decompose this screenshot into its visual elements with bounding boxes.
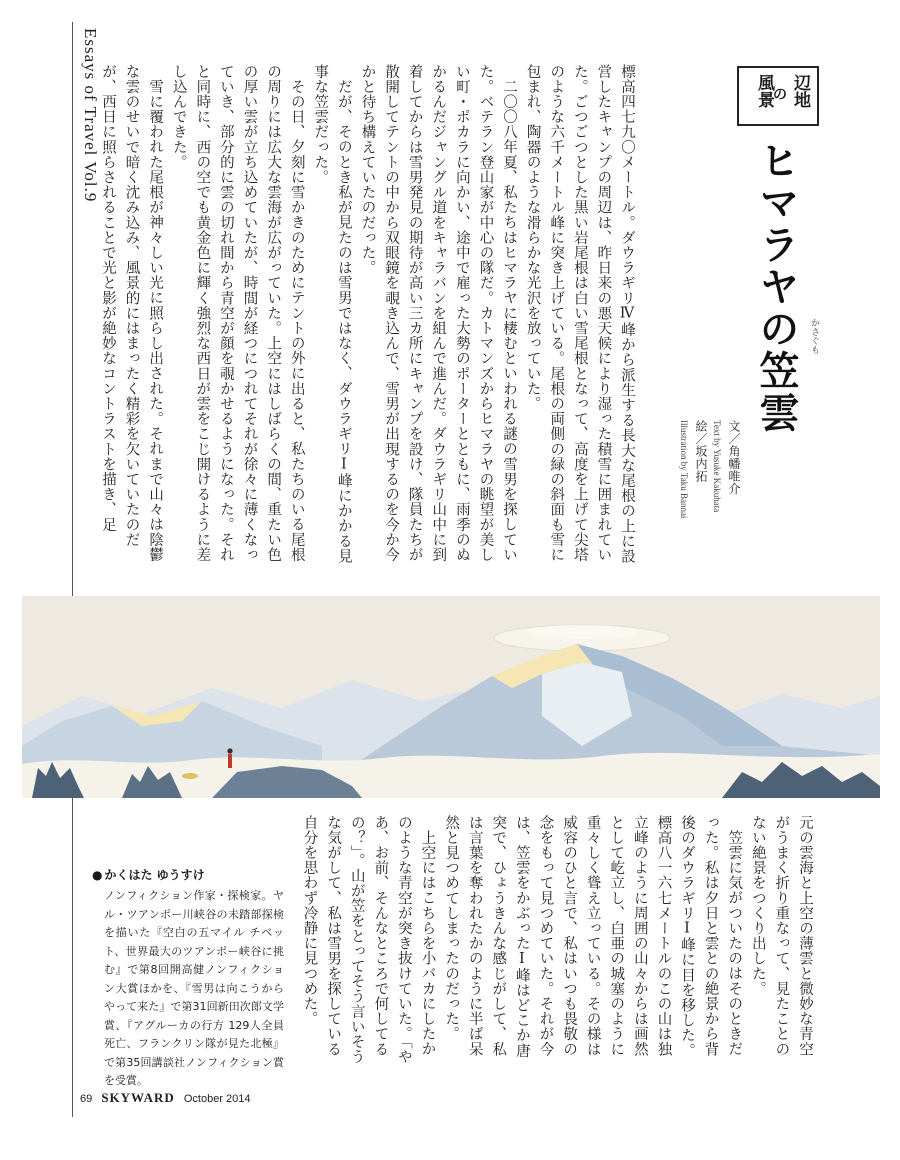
body-paragraph: 笠雲に気がついたのはそのときだった。私は夕日と雲との絶景から背後のダウラギリⅠ峰に目を移した。標高八一六七メートルのこの山は独立峰のように周囲の山々からは画然として屹立し、白亜の城塞のように重々しく聳え立っている。その様は威容のひと言で、私はいつも畏敬の念をもって見つめていた。それが今は、笠雲をかぶったⅠ峰はどこか唐突で、ひょうきんな感じがして、私は言葉を奪われたかのように半ば呆然と見つめてしまったのだった。 (443, 815, 743, 1059)
himalaya-illustration (22, 596, 880, 798)
credit-text-en: Text by Yusuke Kakuhata (712, 420, 722, 513)
body-paragraph: 雪に覆われた尾根が神々しい光に照らし出された。それまで山々は陰鬱な雲のせいで暗く沈み込み、風景的にはまったく精彩を欠いていたのだが、西日に照らされることで光と影が絶妙なコントラストを描き、足 (99, 64, 164, 562)
body-paragraph: 標高四七九〇メートル。ダウラギリⅣ峰から派生する長大な尾根の上に設営したキャンプの周辺は、昨日来の悪天候により湿った積雪に囲まれていた。ごつごつとした黒い岩尾根は白い雪尾根となって、高度を上げて尖塔のような六千メートル峰に突き上げている。尾根の両側の緑の斜面も雪に包まれ、陶器のような滑らかな光沢を放っていた。 (524, 64, 635, 564)
body-paragraph: だが、そのとき私が見たのは雪男ではなく、ダウラギリⅠ峰にかかる見事な笠雲だった。 (312, 64, 352, 564)
cap-cloud-top (527, 625, 637, 639)
title-ruby: かさぐも (809, 318, 819, 354)
series-badge-line2: 辺地 (790, 74, 810, 108)
article-title: ヒマラヤの笠雲 (753, 140, 800, 434)
issue-date: October 2014 (183, 1093, 251, 1105)
tent (182, 773, 198, 779)
margin-rule (72, 22, 73, 1117)
running-head: Essays of Travel Vol.9 (81, 28, 100, 203)
series-badge (737, 66, 819, 126)
magazine-name: SKYWARD (101, 1090, 175, 1105)
body-text-lower (301, 815, 816, 1070)
credit-text: 文／角幡唯介 (727, 420, 741, 495)
body-paragraph: 上空にはこちらを小バカにしたかのような青空が突き抜けていた。「やあ、お前、そんなところで何してるの？」。山が笠をとってそう言いそうな気がして、私は雪男を探している自分を思わず冷静に見つめた。 (301, 815, 436, 1065)
author-bio: ノンフィクション作家・探検家。ヤル・ツアンポー川峡谷の未踏部探検を描いた『空白の五マイル チベット、世界最大のツアンポー峡谷に挑む』で第8回開高健ノンフィクション大賞ほかを、『雪男は向こうからやって来た』で第31回新田次郎文学賞、『アグルーカの行方 129人全員死亡、フランクリン隊が見た北極』で第35回講談社ノンフィクション賞を受賞。 (104, 889, 284, 1087)
body-text-upper (99, 64, 638, 570)
body-paragraph: 二〇〇八年夏、私たちはヒマラヤに棲むといわれる謎の雪男を探していた。ベテラン登山家が中心の隊だ。カトマンズからヒマラヤの眺望が美しい町・ポカラに向かい、途中で雇った大勢のポーターとともに、雨季のぬかるんだジャングル道をキャラバンを組んで進んだ。ダウラギリ山中に到着してからは雪男発見の期待が高い三カ所にキャンプを設け、隊員たちが散開してテントの中から双眼鏡を覗き込んで、雪男が出現するのを今か今かと待ち構えていたのだった。 (359, 64, 518, 563)
credit-illustration-en: Illustration by Taku Bannai (679, 420, 689, 519)
climber-figure (228, 754, 232, 768)
page-footer (80, 1090, 251, 1106)
body-paragraph: 元の雲海と上空の薄雲と微妙な青空がうまく折り重なって、見たことのない絶景をつくり出した。 (749, 815, 813, 1057)
page-number: 69 (80, 1093, 93, 1105)
author-name: ● かくはた ゆうすけ (92, 866, 284, 883)
body-paragraph: その日、夕刻に雪かきのためにテントの外に出ると、私たちのいる尾根の周りには広大な雲海が広がっていた。上空にはしばらくの間、重たい色の厚い雲が立ち込めていたが、時間が経つにつれてそれが徐々に薄くなっていき、部分的に雲の切れ間から青空が顔を覗かせるようになった。それと同時に、西の空でも黄金色に輝く強烈な西日が雲をこじ開けるように差し込んできた。 (170, 64, 305, 563)
climber-head (227, 748, 232, 753)
series-badge-line1: 風景 (754, 74, 774, 108)
credit-illustration: 絵／坂内拓 (694, 420, 708, 483)
series-badge-connector: の (773, 87, 787, 103)
author-profile (104, 866, 284, 1091)
